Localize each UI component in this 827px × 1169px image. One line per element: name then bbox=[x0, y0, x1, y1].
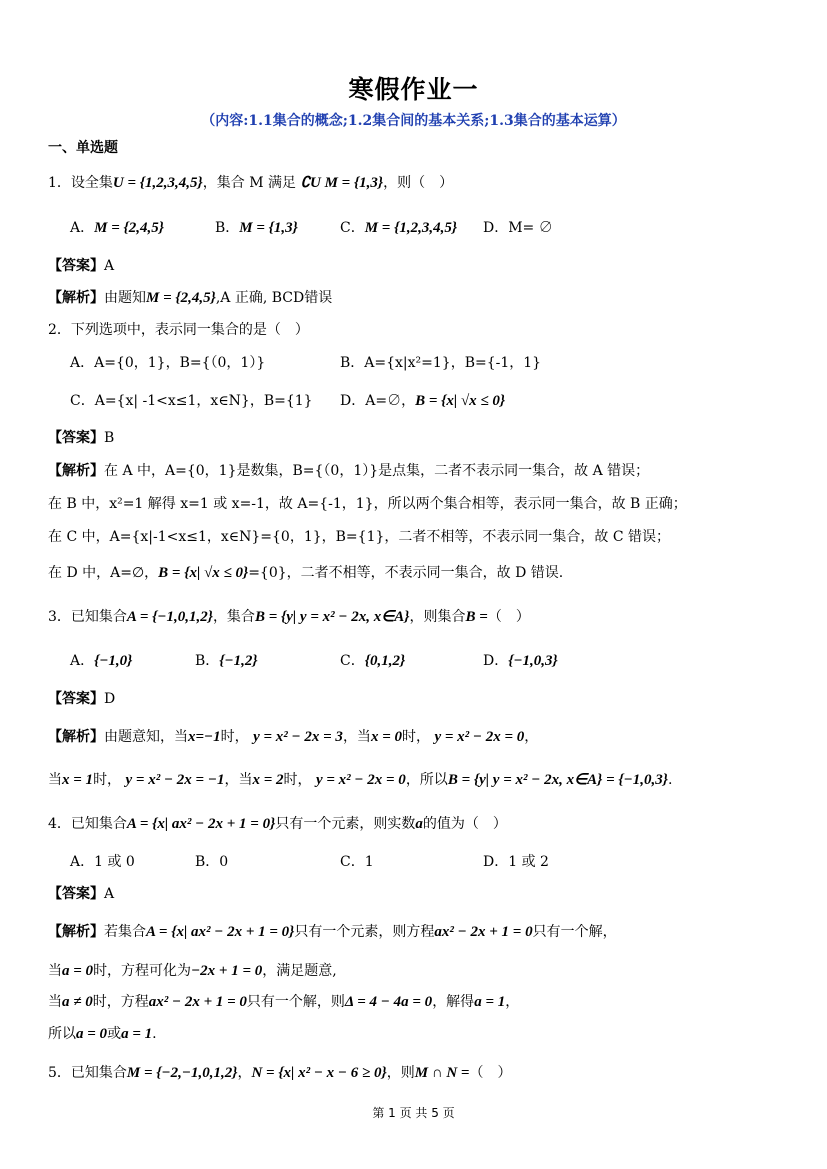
q4-option-b: B．0 bbox=[195, 854, 229, 870]
q4-stem: 4．已知集合A = {x| ax² − 2x + 1 = 0}只有一个元素，则实数a的值为（ ） bbox=[48, 816, 507, 832]
q2-analysis-line2: 在 B 中，x²=1 解得 x=1 或 x=-1，故 A={-1，1}，所以两个集合相等，表示同一集合，故 B 正确； bbox=[48, 496, 687, 512]
q2-analysis-line3: 在 C 中，A={x|-1<x≤1，x∈N}={0，1}，B={1}，二者不相等，不表示同一集合，故 C 错误； bbox=[48, 529, 671, 545]
q2-analysis-line4: 在 D 中，A=∅，B = {x| √x ≤ 0}={0}，二者不相等，不表示同一集合，故 D 错误. bbox=[48, 565, 564, 581]
q2-option-b: B．A={x|x²=1}，B={-1，1} bbox=[340, 355, 542, 371]
page-subtitle: （内容:1.1集合的概念;1.2集合间的基本关系;1.3集合的基本运算） bbox=[201, 113, 626, 129]
q1-answer: 【答案】A bbox=[48, 258, 115, 274]
q4-analysis-line4: 所以a = 0或a = 1. bbox=[48, 1026, 157, 1042]
page-footer: 第 1 页 共 5 页 bbox=[372, 1106, 455, 1120]
q2-answer: 【答案】B bbox=[48, 430, 115, 446]
q3-option-b: B．{−1,2} bbox=[195, 653, 258, 669]
q2-analysis-line1: 【解析】在 A 中，A={0，1}是数集，B={（0，1）}是点集，二者不表示同一集合，故 A 错误； bbox=[48, 463, 650, 479]
q2-option-c: C．A={x| -1<x≤1，x∈N}，B={1} bbox=[70, 393, 313, 409]
q4-answer: 【答案】A bbox=[48, 886, 115, 902]
q3-option-c: C．{0,1,2} bbox=[340, 653, 406, 669]
q3-analysis-line2: 当x = 1时， y = x² − 2x = −1，当x = 2时， y = x² − 2x = 0，所以B = {y| y = x² − 2x, x∈A} = {−1,0,3}. bbox=[48, 772, 673, 788]
q1-analysis: 【解析】由题知M = {2,4,5},A 正确, BCD错误 bbox=[48, 290, 333, 306]
q4-option-a: A．1 或 0 bbox=[70, 854, 135, 870]
q1-option-d: D．M= ∅ bbox=[483, 220, 553, 236]
q3-option-d: D．{−1,0,3} bbox=[483, 653, 558, 669]
q1-option-a: A．M = {2,4,5} bbox=[70, 220, 164, 236]
q3-answer: 【答案】D bbox=[48, 691, 116, 707]
q2-stem: 2．下列选项中，表示同一集合的是（ ） bbox=[48, 322, 309, 338]
q4-analysis-line3: 当a ≠ 0时，方程ax² − 2x + 1 = 0只有一个解，则Δ = 4 − 4a = 0，解得a = 1， bbox=[48, 994, 520, 1010]
q4-option-c: C．1 bbox=[340, 854, 374, 870]
q3-stem: 3．已知集合A = {−1,0,1,2}，集合B = {y| y = x² − 2x, x∈A}，则集合B =（ ） bbox=[48, 609, 530, 625]
q4-analysis-line2: 当a = 0时，方程可化为−2x + 1 = 0，满足题意, bbox=[48, 963, 337, 979]
q3-option-a: A．{−1,0} bbox=[70, 653, 133, 669]
q1-stem: 1．设全集U = {1,2,3,4,5}，集合 M 满足 ∁U M = {1,3}，则（ ） bbox=[48, 175, 454, 191]
page-title: 寒假作业一 bbox=[348, 75, 479, 104]
q4-option-d: D．1 或 2 bbox=[483, 854, 549, 870]
q4-analysis-line1: 【解析】若集合A = {x| ax² − 2x + 1 = 0}只有一个元素，则方程ax² − 2x + 1 = 0只有一个解， bbox=[48, 924, 617, 940]
q1-option-b: B．M = {1,3} bbox=[215, 220, 298, 236]
q2-option-a: A．A={0，1}，B={（0，1）} bbox=[70, 355, 266, 371]
section-heading: 一、单选题 bbox=[48, 140, 118, 156]
q2-option-d: D．A=∅，B = {x| √x ≤ 0} bbox=[340, 393, 506, 409]
q5-stem: 5．已知集合M = {−2,−1,0,1,2}，N = {x| x² − x − 6 ≥ 0}，则M ∩ N =（ ） bbox=[48, 1065, 512, 1081]
q3-analysis-line1: 【解析】由题意知，当x=−1时， y = x² − 2x = 3，当x = 0时， y = x² − 2x = 0， bbox=[48, 729, 539, 745]
q1-option-c: C．M = {1,2,3,4,5} bbox=[340, 220, 458, 236]
